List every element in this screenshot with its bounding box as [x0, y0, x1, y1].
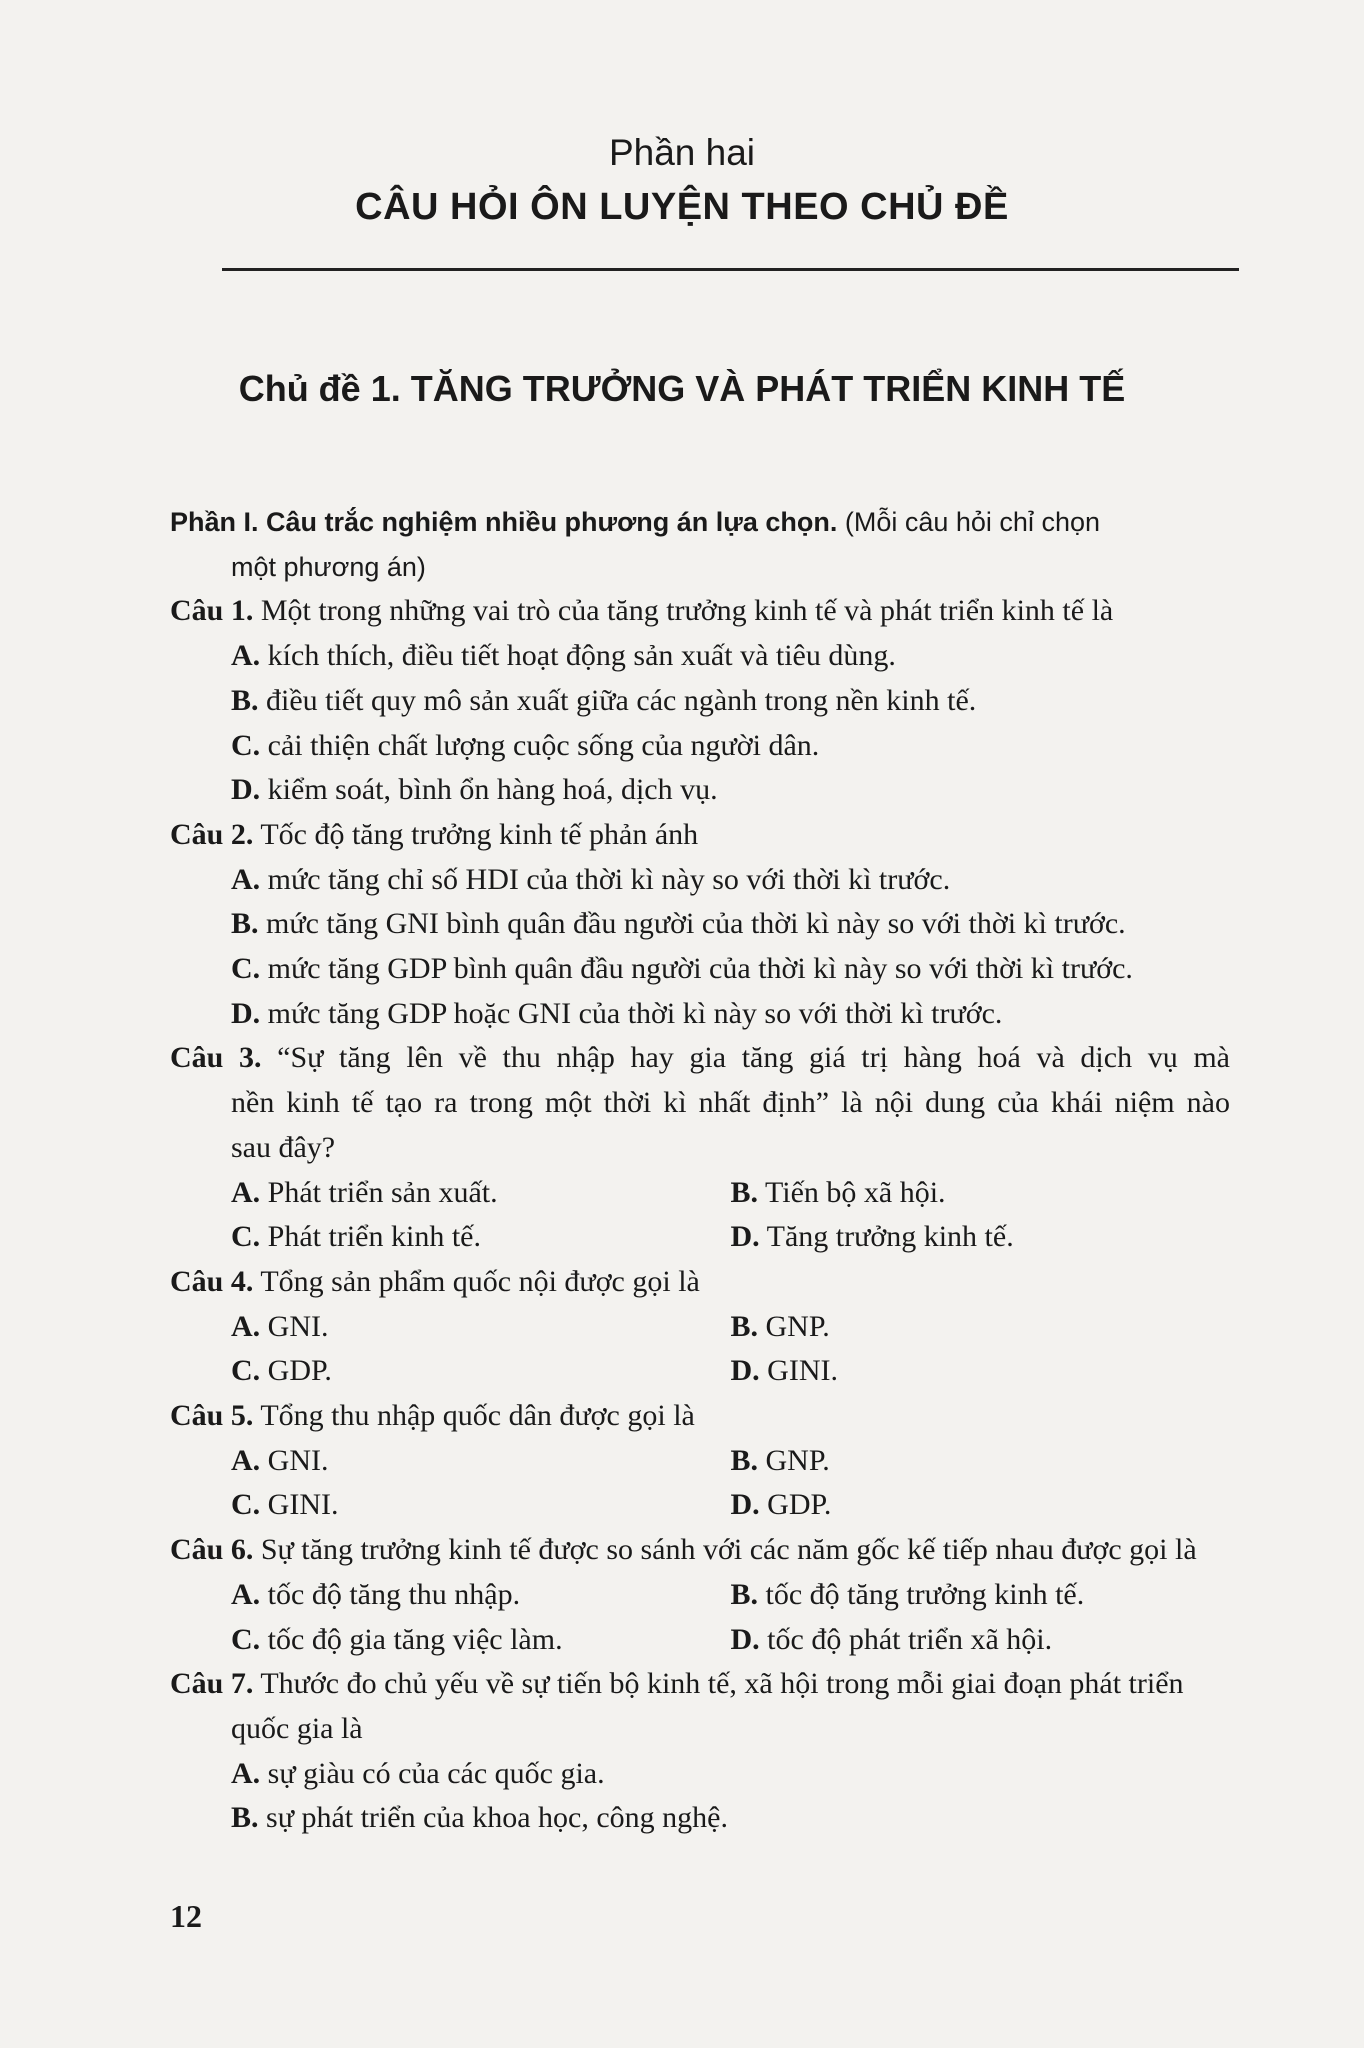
option-text: GINI.	[260, 1488, 339, 1522]
option-label: A.	[231, 1309, 261, 1343]
option-c[interactable]	[170, 947, 1230, 992]
question-label: Câu 5.	[170, 1399, 254, 1433]
question-2	[170, 813, 1230, 1037]
option-a[interactable]	[170, 858, 1230, 903]
question-6	[170, 1528, 1230, 1662]
section-title-note: (Mỗi câu hỏi chỉ chọn	[837, 507, 1100, 537]
question-stem-continued: sau đây?	[231, 1130, 336, 1164]
question-stem	[170, 1394, 1230, 1439]
option-text: mức tăng GDP hoặc GNI của thời kì này so với thời kì trước.	[260, 996, 1003, 1030]
option-label: D.	[730, 1354, 760, 1388]
option-b[interactable]	[731, 1573, 1231, 1618]
option-text: tốc độ gia tăng việc làm.	[260, 1622, 563, 1656]
option-label: C.	[231, 1354, 261, 1388]
question-text: Sự tăng trưởng kinh tế được so sánh với các năm gốc kế tiếp nhau được gọi là	[253, 1533, 1197, 1567]
question-text: Tổng sản phẩm quốc nội được gọi là	[253, 1264, 700, 1298]
option-label: B.	[231, 1801, 259, 1835]
question-4	[170, 1260, 1230, 1394]
option-text: GNI.	[260, 1443, 329, 1477]
option-label: B.	[730, 1577, 759, 1611]
option-d[interactable]	[731, 1215, 1231, 1260]
option-a[interactable]	[231, 1171, 731, 1216]
question-label: Câu 3.	[170, 1041, 262, 1075]
question-label: Câu 1.	[170, 594, 254, 628]
option-label: A.	[231, 1443, 261, 1477]
option-label: B.	[231, 683, 259, 717]
option-text: sự phát triển của khoa học, công nghệ.	[258, 1801, 728, 1835]
option-text: mức tăng chỉ số HDI của thời kì này so với thời kì trước.	[260, 862, 951, 896]
option-label: C.	[231, 952, 261, 986]
option-row	[170, 1483, 1230, 1528]
option-d[interactable]	[731, 1618, 1231, 1663]
option-label: A.	[231, 862, 261, 896]
option-label: C.	[231, 1488, 261, 1522]
question-label: Câu 2.	[170, 817, 254, 851]
option-a[interactable]	[170, 1752, 1230, 1797]
question-stem-continued: quốc gia là	[231, 1711, 363, 1745]
page-number: 12	[170, 1898, 202, 1934]
option-b[interactable]	[731, 1439, 1231, 1484]
option-row	[170, 1573, 1230, 1618]
question-stem	[170, 589, 1230, 634]
option-label: B.	[730, 1175, 759, 1209]
option-text: GINI.	[759, 1354, 838, 1388]
option-text: GDP.	[260, 1354, 332, 1388]
option-label: B.	[730, 1309, 759, 1343]
option-a[interactable]	[231, 1305, 731, 1350]
option-text: mức tăng GDP bình quân đầu người của thời kì này so với thời kì trước.	[260, 952, 1133, 986]
option-c[interactable]	[170, 724, 1230, 769]
option-text: kích thích, điều tiết hoạt động sản xuất và tiêu dùng.	[260, 639, 896, 673]
option-c[interactable]	[231, 1215, 731, 1260]
option-b[interactable]	[731, 1171, 1231, 1216]
option-label: D.	[730, 1488, 760, 1522]
topic-title: Chủ đề 1. TĂNG TRƯỞNG VÀ PHÁT TRIỂN KINH TẾ	[238, 368, 1126, 409]
question-stem	[170, 1036, 1230, 1081]
option-text: sự giàu có của các quốc gia.	[260, 1756, 605, 1790]
option-text: Phát triển kinh tế.	[260, 1220, 481, 1254]
option-text: GNP.	[758, 1309, 830, 1343]
option-text: GDP.	[759, 1488, 832, 1522]
option-row	[170, 1349, 1230, 1394]
option-row	[170, 1305, 1230, 1350]
option-a[interactable]	[170, 634, 1230, 679]
title-divider	[222, 268, 1239, 271]
question-text: “Sự tăng lên về thu nhập hay gia tăng giá trị hàng hoá và dịch vụ mà	[261, 1041, 1231, 1075]
section-heading	[170, 500, 1300, 545]
question-label: Câu 6.	[170, 1533, 254, 1567]
option-label: D.	[730, 1220, 760, 1254]
option-b[interactable]	[731, 1305, 1231, 1350]
option-text: tốc độ phát triển xã hội.	[759, 1622, 1053, 1656]
question-stem	[170, 1662, 1230, 1707]
option-b[interactable]	[170, 902, 1230, 947]
option-a[interactable]	[231, 1573, 731, 1618]
option-d[interactable]	[731, 1483, 1231, 1528]
question-text: Thước đo chủ yếu về sự tiến bộ kinh tế, xã hội trong mỗi giai đoạn phát triển	[253, 1667, 1184, 1701]
option-d[interactable]	[731, 1349, 1231, 1394]
option-label: D.	[730, 1622, 760, 1656]
option-label: C.	[231, 1622, 261, 1656]
option-row	[170, 1215, 1230, 1260]
option-text: Tăng trưởng kinh tế.	[759, 1220, 1014, 1254]
question-label: Câu 7.	[170, 1667, 254, 1701]
main-title: CÂU HỎI ÔN LUYỆN THEO CHỦ ĐỀ	[355, 186, 1009, 228]
option-text: kiểm soát, bình ổn hàng hoá, dịch vụ.	[260, 773, 718, 807]
option-c[interactable]	[231, 1349, 731, 1394]
question-stem-continued: nền kinh tế tạo ra trong một thời kì nhất định” là nội dung của khái niệm nào	[231, 1086, 1230, 1120]
option-text: tốc độ tăng trưởng kinh tế.	[758, 1577, 1085, 1611]
question-1	[170, 589, 1230, 813]
option-row	[170, 1618, 1230, 1663]
option-label: A.	[231, 1756, 261, 1790]
option-label: D.	[231, 996, 261, 1030]
option-text: cải thiện chất lượng cuộc sống của người dân.	[260, 728, 820, 762]
question-stem	[170, 1260, 1230, 1305]
option-text: Phát triển sản xuất.	[260, 1175, 498, 1209]
option-c[interactable]	[231, 1483, 731, 1528]
option-text: điều tiết quy mô sản xuất giữa các ngành trong nền kinh tế.	[258, 683, 977, 717]
option-d[interactable]	[170, 992, 1230, 1037]
option-label: C.	[231, 728, 261, 762]
question-text: Một trong những vai trò của tăng trưởng kinh tế và phát triển kinh tế là	[253, 594, 1114, 628]
option-label: C.	[231, 1220, 261, 1254]
question-5	[170, 1394, 1230, 1528]
part-heading: Phần hai	[608, 132, 756, 173]
option-b[interactable]	[170, 679, 1230, 724]
question-list	[170, 500, 1230, 1841]
option-text: tốc độ tăng thu nhập.	[260, 1577, 521, 1611]
option-label: A.	[231, 1175, 261, 1209]
section-title-continued: một phương án)	[231, 551, 426, 582]
option-b[interactable]	[170, 1796, 1230, 1841]
question-3	[170, 1036, 1230, 1260]
option-label: B.	[231, 907, 259, 941]
question-label: Câu 4.	[170, 1264, 254, 1298]
option-label: A.	[231, 639, 261, 673]
option-text: GNP.	[758, 1443, 830, 1477]
option-text: Tiến bộ xã hội.	[758, 1175, 946, 1209]
option-text: mức tăng GNI bình quân đầu người của thời kì này so với thời kì trước.	[258, 907, 1126, 941]
option-text: GNI.	[260, 1309, 329, 1343]
option-d[interactable]	[170, 768, 1230, 813]
section-title-bold: Phần I. Câu trắc nghiệm nhiều phương án lựa chọn.	[170, 507, 838, 537]
option-a[interactable]	[231, 1439, 731, 1484]
question-text: Tổng thu nhập quốc dân được gọi là	[253, 1399, 695, 1433]
question-7	[170, 1662, 1230, 1841]
option-label: B.	[730, 1443, 759, 1477]
question-stem	[170, 1528, 1230, 1573]
question-stem	[170, 813, 1230, 858]
option-label: A.	[231, 1577, 261, 1611]
option-row	[170, 1171, 1230, 1216]
question-text: Tốc độ tăng trưởng kinh tế phản ánh	[253, 817, 699, 851]
option-c[interactable]	[231, 1618, 731, 1663]
option-row	[170, 1439, 1230, 1484]
option-label: D.	[231, 773, 261, 807]
